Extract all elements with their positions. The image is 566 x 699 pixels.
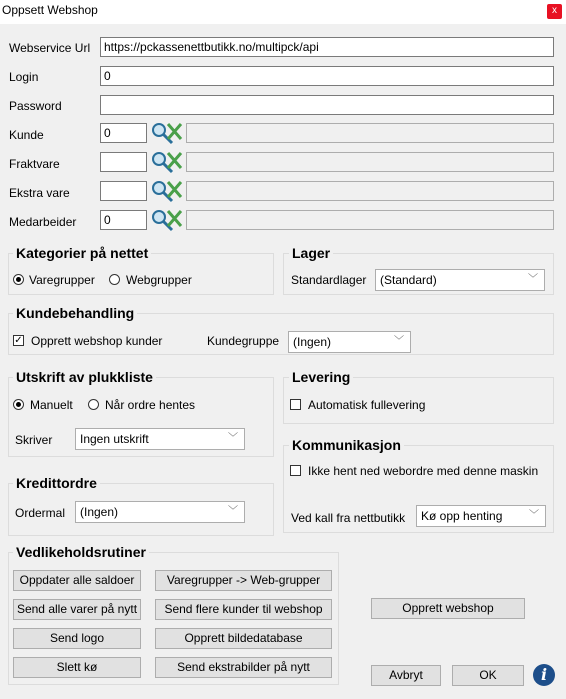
- skriver-select[interactable]: [75, 428, 245, 450]
- vedlikehold-title: Vedlikeholdsrutiner: [13, 544, 149, 560]
- opprett-bildedatabase-button[interactable]: Opprett bildedatabase: [155, 628, 332, 649]
- opprett-webshop-button[interactable]: Opprett webshop: [371, 598, 525, 619]
- send-ekstrabilder-button[interactable]: Send ekstrabilder på nytt: [155, 657, 332, 678]
- webservice-url-label: Webservice Url: [9, 41, 91, 55]
- ved-kall-select[interactable]: [416, 505, 546, 527]
- lager-title: Lager: [289, 245, 333, 261]
- webservice-url-input[interactable]: https://pckassenettbutikk.no/multipck/api: [100, 37, 554, 57]
- webgrupper-label: Webgrupper: [126, 273, 192, 287]
- kunde-description: [186, 123, 554, 143]
- webgrupper-radio[interactable]: [109, 274, 120, 285]
- manuelt-label: Manuelt: [30, 398, 73, 412]
- varegrupper-radio[interactable]: [13, 274, 24, 285]
- chevron-down-icon: ﹀: [529, 510, 539, 521]
- ved-kall-value: Kø opp henting: [421, 509, 503, 523]
- kommunikasjon-title: Kommunikasjon: [289, 437, 404, 453]
- login-label: Login: [9, 70, 39, 84]
- fraktvare-lookup-icon[interactable]: [150, 150, 184, 174]
- ekstra-vare-label: Ekstra vare: [9, 186, 70, 200]
- kunde-lookup-icon[interactable]: [150, 121, 184, 145]
- send-logo-button[interactable]: Send logo: [13, 628, 141, 649]
- nar-ordre-hentes-radio[interactable]: [88, 399, 99, 410]
- standardlager-select[interactable]: [375, 269, 545, 291]
- standardlager-value: (Standard): [380, 273, 437, 287]
- skriver-label: Skriver: [15, 433, 53, 447]
- varegrupper-web-button[interactable]: Varegrupper -> Web-grupper: [155, 570, 332, 591]
- send-alle-varer-button[interactable]: Send alle varer på nytt: [13, 599, 141, 620]
- ekstra-vare-lookup-icon[interactable]: [150, 179, 184, 203]
- skriver-value: Ingen utskrift: [80, 432, 149, 446]
- ok-button[interactable]: OK: [452, 665, 524, 686]
- utskrift-title: Utskrift av plukkliste: [13, 369, 156, 385]
- window-title: Oppsett Webshop: [2, 3, 98, 17]
- manuelt-radio[interactable]: [13, 399, 24, 410]
- medarbeider-lookup-icon[interactable]: [150, 208, 184, 232]
- ordermal-label: Ordermal: [15, 506, 66, 520]
- info-icon[interactable]: i: [533, 664, 555, 686]
- ved-kall-label: Ved kall fra nettbutikk: [291, 511, 406, 525]
- ikke-hent-label: Ikke hent ned webordre med denne maskin: [308, 464, 539, 478]
- nar-ordre-hentes-label: Når ordre hentes: [105, 398, 196, 412]
- medarbeider-description: [186, 210, 554, 230]
- kategorier-title: Kategorier på nettet: [13, 245, 151, 261]
- send-flere-kunder-button[interactable]: Send flere kunder til webshop: [155, 599, 332, 620]
- fraktvare-description: [186, 152, 554, 172]
- opprett-webshop-kunder-label: Opprett webshop kunder: [31, 334, 163, 348]
- fraktvare-label: Fraktvare: [9, 157, 60, 171]
- title-bar: [0, 0, 566, 24]
- ikke-hent-checkbox[interactable]: [290, 465, 301, 476]
- levering-title: Levering: [289, 369, 353, 385]
- slett-ko-button[interactable]: Slett kø: [13, 657, 141, 678]
- password-label: Password: [9, 99, 62, 113]
- ekstra-vare-input[interactable]: [100, 181, 147, 201]
- fraktvare-input[interactable]: [100, 152, 147, 172]
- medarbeider-label: Medarbeider: [9, 215, 77, 229]
- oppdater-saldoer-button[interactable]: Oppdater alle saldoer: [13, 570, 141, 591]
- kunde-input[interactable]: 0: [100, 123, 147, 143]
- kundegruppe-label: Kundegruppe: [207, 334, 280, 348]
- ordermal-value: (Ingen): [80, 505, 119, 519]
- ekstra-vare-description: [186, 181, 554, 201]
- standardlager-label: Standardlager: [291, 273, 367, 287]
- chevron-down-icon: ﹀: [528, 274, 538, 285]
- opprett-webshop-kunder-checkbox[interactable]: ✓: [14, 335, 23, 346]
- password-input[interactable]: [100, 95, 554, 115]
- kundebehandling-title: Kundebehandling: [13, 305, 137, 321]
- kundegruppe-value: (Ingen): [293, 335, 332, 349]
- automatisk-fullevering-checkbox[interactable]: [290, 399, 301, 410]
- automatisk-fullevering-label: Automatisk fullevering: [308, 398, 426, 412]
- kredittordre-title: Kredittordre: [13, 475, 100, 491]
- kunde-label: Kunde: [9, 128, 44, 142]
- login-input[interactable]: 0: [100, 66, 554, 86]
- chevron-down-icon: ﹀: [228, 506, 238, 517]
- close-button[interactable]: x: [547, 4, 562, 19]
- avbryt-button[interactable]: Avbryt: [371, 665, 441, 686]
- varegrupper-label: Varegrupper: [29, 273, 95, 287]
- ordermal-select[interactable]: [75, 501, 245, 523]
- kundegruppe-select[interactable]: [288, 331, 411, 353]
- chevron-down-icon: ﹀: [394, 336, 404, 347]
- chevron-down-icon: ﹀: [228, 433, 238, 444]
- medarbeider-input[interactable]: 0: [100, 210, 147, 230]
